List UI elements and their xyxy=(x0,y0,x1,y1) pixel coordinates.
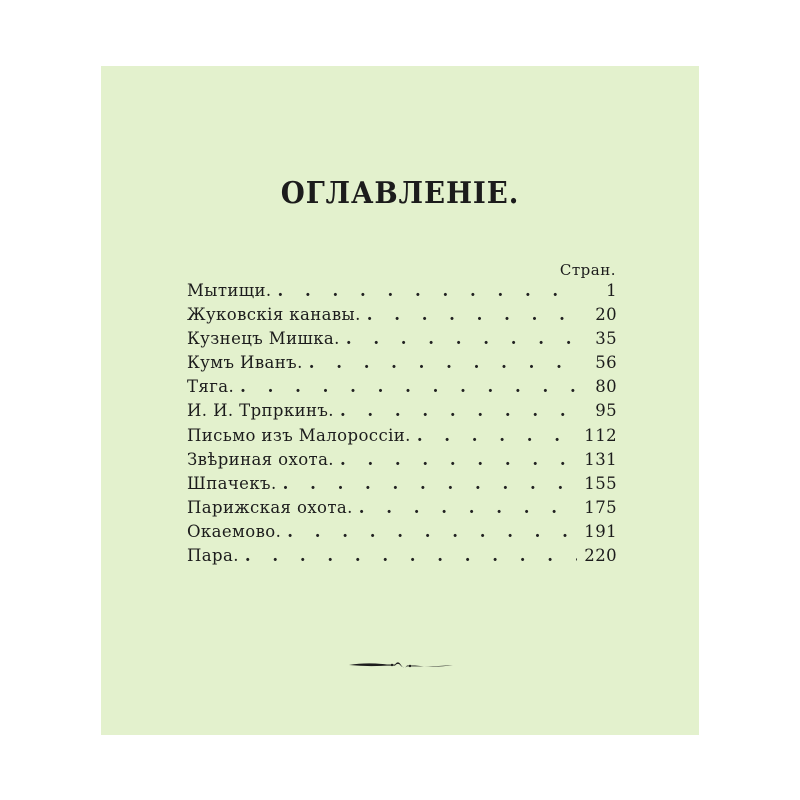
toc-entry xyxy=(187,426,617,450)
toc-entry-title: Шпачекъ. xyxy=(187,473,277,493)
toc-entry xyxy=(187,498,617,522)
toc-entry-page: 155 xyxy=(584,473,617,493)
flourish-divider-icon xyxy=(347,658,455,672)
page-title: ОГЛАВЛЕНІЕ. xyxy=(280,176,520,211)
dot-leader xyxy=(309,353,577,372)
toc-entry xyxy=(187,305,617,329)
toc-entry xyxy=(187,450,617,474)
toc-entry-page: 35 xyxy=(595,329,617,349)
dot-leader xyxy=(278,281,577,300)
book-page xyxy=(101,66,699,735)
dot-leader xyxy=(367,305,577,324)
toc-entry-title: Звѣриная охота. xyxy=(187,449,334,469)
toc-entry xyxy=(187,401,617,425)
toc-entry-title: Пара. xyxy=(187,546,239,566)
toc-entry-title: Жуковскія канавы. xyxy=(187,305,361,325)
toc-entry-title: И. И. Трпркинъ. xyxy=(187,401,334,421)
toc-entry-title: Тяга. xyxy=(187,377,235,397)
dot-leader xyxy=(287,522,577,541)
toc-entry-page: 112 xyxy=(584,425,617,445)
toc-entry-page: 95 xyxy=(595,401,617,421)
toc-entry xyxy=(187,546,617,570)
dot-leader xyxy=(245,546,577,565)
toc-entry-page: 20 xyxy=(595,305,617,325)
toc-entry xyxy=(187,522,617,546)
dot-leader xyxy=(340,401,577,420)
toc-entry-page: 56 xyxy=(595,353,617,373)
dot-leader xyxy=(359,498,577,517)
toc-entry-page: 1 xyxy=(606,281,617,300)
toc-entry xyxy=(187,377,617,401)
dot-leader xyxy=(346,329,577,348)
dot-leader xyxy=(240,377,577,396)
toc-entry-page: 220 xyxy=(584,546,617,566)
toc-entry xyxy=(187,329,617,353)
toc-entry xyxy=(187,353,617,377)
pages-column-header: Стран. xyxy=(559,261,616,279)
table-of-contents xyxy=(187,281,617,570)
toc-entry-page: 175 xyxy=(584,497,617,517)
toc-entry-title: Кузнецъ Мишка. xyxy=(187,329,340,349)
toc-entry-title: Окаемово. xyxy=(187,521,282,541)
dot-leader xyxy=(417,426,577,445)
toc-entry-title: Мытищи. xyxy=(187,281,272,300)
toc-entry-page: 191 xyxy=(584,521,617,541)
dot-leader xyxy=(283,474,577,493)
toc-entry-page: 80 xyxy=(595,377,617,397)
toc-entry xyxy=(187,281,617,305)
toc-entry-title: Письмо изъ Малороссіи. xyxy=(187,425,411,445)
toc-entry-page: 131 xyxy=(584,449,617,469)
dot-leader xyxy=(340,450,577,469)
toc-entry xyxy=(187,474,617,498)
toc-entry-title: Кумъ Иванъ. xyxy=(187,353,303,373)
toc-entry-title: Парижская охота. xyxy=(187,497,353,517)
